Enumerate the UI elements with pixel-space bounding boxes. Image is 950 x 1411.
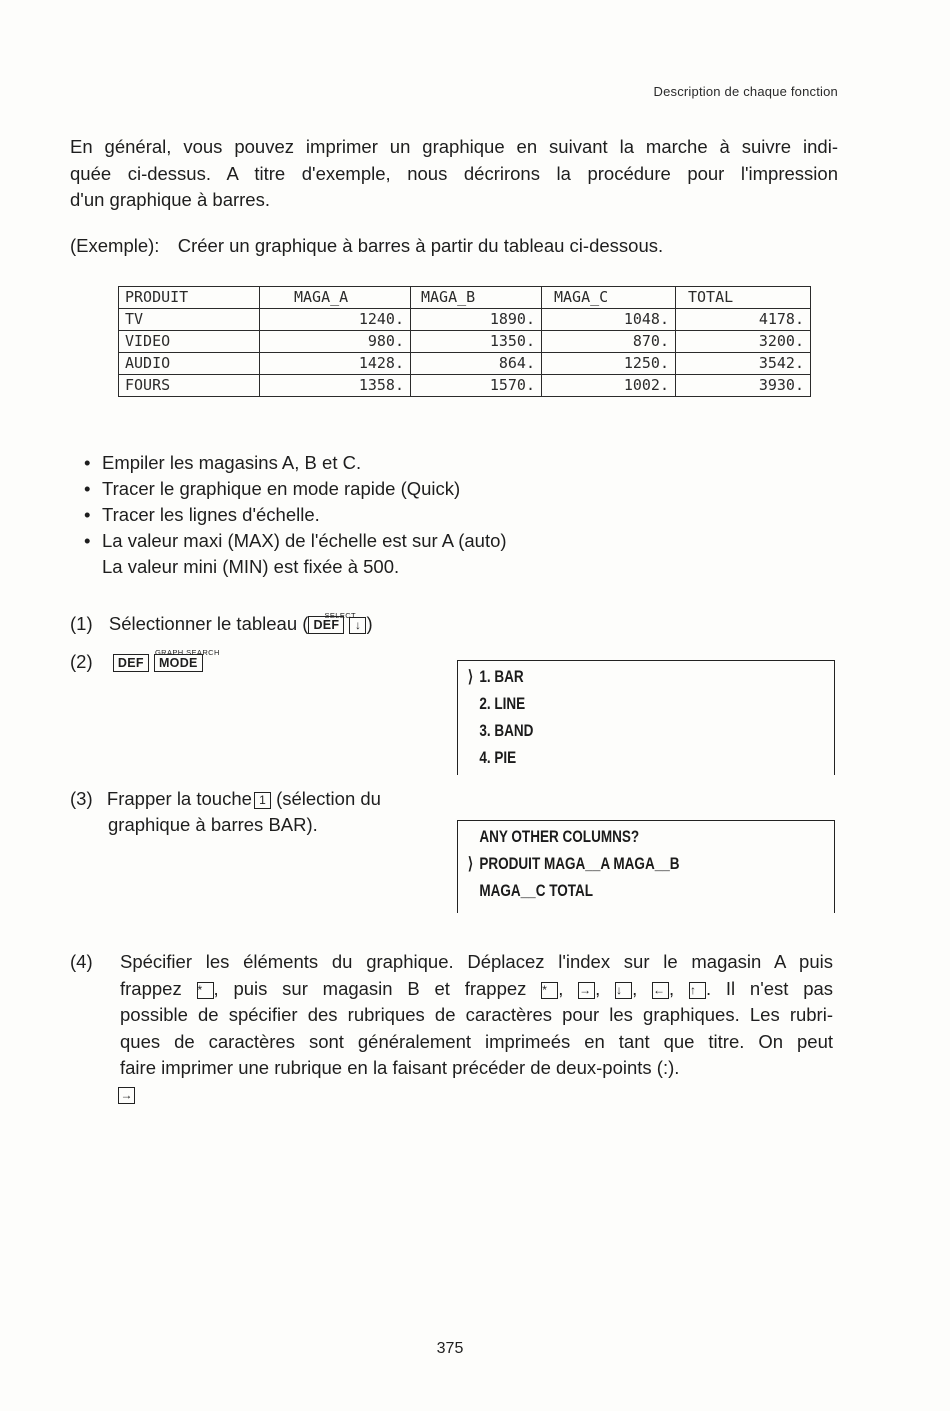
table-cell: 870. <box>542 331 676 353</box>
step-number: (2) <box>70 651 93 672</box>
step-text: frappez <box>120 977 182 999</box>
step-1 <box>70 611 373 637</box>
table-cell: 4178. <box>676 309 811 331</box>
columns-screen <box>457 820 835 913</box>
menu-item-label: 1. BAR <box>479 668 524 686</box>
step-line: frappez * , puis sur magasin B et frappez * , → , ↓ , ← , ↑ . Il n'est pas <box>120 977 834 999</box>
step-text: Frapper la touche <box>106 788 252 809</box>
table-cell: TV <box>119 309 260 331</box>
step-4 <box>120 949 833 1082</box>
step-line: Spécifier les éléments du graphique. Déplacez l'index sur le magasin A puis <box>120 951 833 972</box>
mode-key-group <box>154 648 220 675</box>
def-key: DEF <box>113 654 149 672</box>
step-text: , puis sur magasin B et frappez <box>213 977 527 999</box>
table-header-cell: PRODUIT <box>119 287 260 309</box>
example-label: (Exemple): <box>70 235 160 256</box>
bullet-note-text: La valeur mini (MIN) est fixée à 500. <box>102 556 400 577</box>
step-number: (1) <box>70 613 93 634</box>
step-4-number: (4) <box>70 951 93 972</box>
table-cell: FOURS <box>119 375 260 397</box>
menu-item-label: 3. BAND <box>479 722 534 740</box>
right-arrow-key-final <box>118 1087 135 1105</box>
running-header: Description de chaque fonction <box>653 84 838 99</box>
step-text: Sélectionner le tableau ( <box>108 613 309 634</box>
screen-columns: MAGA__C TOTAL <box>479 882 594 900</box>
menu-item-label: 4. PIE <box>479 749 517 767</box>
menu-item <box>468 664 829 691</box>
table-cell: AUDIO <box>119 353 260 375</box>
screen-line <box>468 851 829 878</box>
screen-prompt: ANY OTHER COLUMNS? <box>479 828 640 846</box>
table-header-row <box>119 287 811 309</box>
key-function-label: SELECT <box>324 611 357 620</box>
table-cell: 980. <box>260 331 411 353</box>
table-cell: 1428. <box>260 353 411 375</box>
example-text: Créer un graphique à barres à partir du tableau ci-dessous. <box>177 235 664 256</box>
table-header-cell: MAGA_C <box>542 287 676 309</box>
list-item: • La valeur maxi (MAX) de l'échelle est sur A (auto) <box>82 528 507 554</box>
example-line <box>70 233 663 259</box>
table-header-cell: MAGA_B <box>411 287 542 309</box>
table-cell: 3200. <box>676 331 811 353</box>
intro-paragraph <box>70 134 838 214</box>
star-key-icon: * <box>541 982 558 999</box>
table-cell: 1250. <box>542 353 676 375</box>
step-text: . Il n'est pas <box>705 977 834 999</box>
screen-columns: PRODUIT MAGA__A MAGA__B <box>479 855 680 873</box>
table-cell: 1048. <box>542 309 676 331</box>
mode-key: MODE <box>154 654 203 672</box>
menu-item <box>468 745 829 772</box>
table-row <box>119 309 811 331</box>
step-text: (sélection du <box>276 788 381 809</box>
table-row <box>119 331 811 353</box>
def-key: DEF <box>308 616 344 634</box>
step-line: possible de spécifier des rubriques de caractères pour les graphiques. Les rubri- <box>120 1004 833 1025</box>
table-header-cell: TOTAL <box>676 287 811 309</box>
step-2 <box>70 648 220 675</box>
intro-line: quée ci-dessus. A titre d'exemple, nous décrirons la procédure pour l'impression <box>70 162 838 184</box>
bullet-list <box>82 450 507 580</box>
table-cell: 1240. <box>260 309 411 331</box>
right-arrow-key-icon: → <box>118 1087 135 1104</box>
table-header-cell: MAGA_A <box>260 287 411 309</box>
step-line: ques de caractères sont généralement imprimeés en tant que titre. On peut <box>120 1030 833 1052</box>
step-number: (3) <box>70 788 93 809</box>
table-cell: 3930. <box>676 375 811 397</box>
table-cell: 1358. <box>260 375 411 397</box>
key-function-label: GRAPH SEARCH <box>154 648 220 657</box>
select-key-group <box>308 611 357 637</box>
table-cell: 864. <box>411 353 542 375</box>
list-item: • Tracer les lignes d'échelle. <box>82 502 507 528</box>
intro-line: En général, vous pouvez imprimer un graphique en suivant la marche à suivre indi- <box>70 136 838 157</box>
page-number: 375 <box>436 1340 464 1357</box>
step-text-close: ) <box>366 613 373 634</box>
step-3 <box>70 786 450 838</box>
menu-item <box>468 718 829 745</box>
down-arrow-key-icon: ↓ <box>349 617 366 634</box>
star-key-icon: * <box>197 982 214 999</box>
table-cell: 1570. <box>411 375 542 397</box>
right-arrow-key-icon: → <box>578 982 595 999</box>
cursor-icon: ⟩ <box>467 668 474 686</box>
table-row <box>119 375 811 397</box>
cursor-icon: ⟩ <box>467 855 474 873</box>
list-item: • Empiler les magasins A, B et C. <box>82 450 507 476</box>
down-arrow-key-icon: ↓ <box>615 982 632 999</box>
screen-line <box>468 878 829 905</box>
menu-item <box>468 691 829 718</box>
table-cell: 1002. <box>542 375 676 397</box>
table-row <box>119 353 811 375</box>
table-cell: VIDEO <box>119 331 260 353</box>
one-key: 1 <box>254 792 271 809</box>
menu-item-label: 2. LINE <box>479 695 526 713</box>
table-cell: 3542. <box>676 353 811 375</box>
step-text: graphique à barres BAR). <box>108 814 318 835</box>
menu-screen <box>457 660 835 775</box>
list-item: • Tracer le graphique en mode rapide (Quick) <box>82 476 507 502</box>
bullet-note <box>82 554 507 580</box>
intro-line: d'un graphique à barres. <box>70 189 270 210</box>
up-arrow-key-icon: ↑ <box>689 982 706 999</box>
table-cell: 1890. <box>411 309 542 331</box>
table-cell: 1350. <box>411 331 542 353</box>
sales-table <box>118 286 811 397</box>
left-arrow-key-icon: ← <box>652 982 669 999</box>
step-line: faire imprimer une rubrique en la faisant précéder de deux-points (:). <box>120 1057 680 1078</box>
screen-line <box>468 824 829 851</box>
